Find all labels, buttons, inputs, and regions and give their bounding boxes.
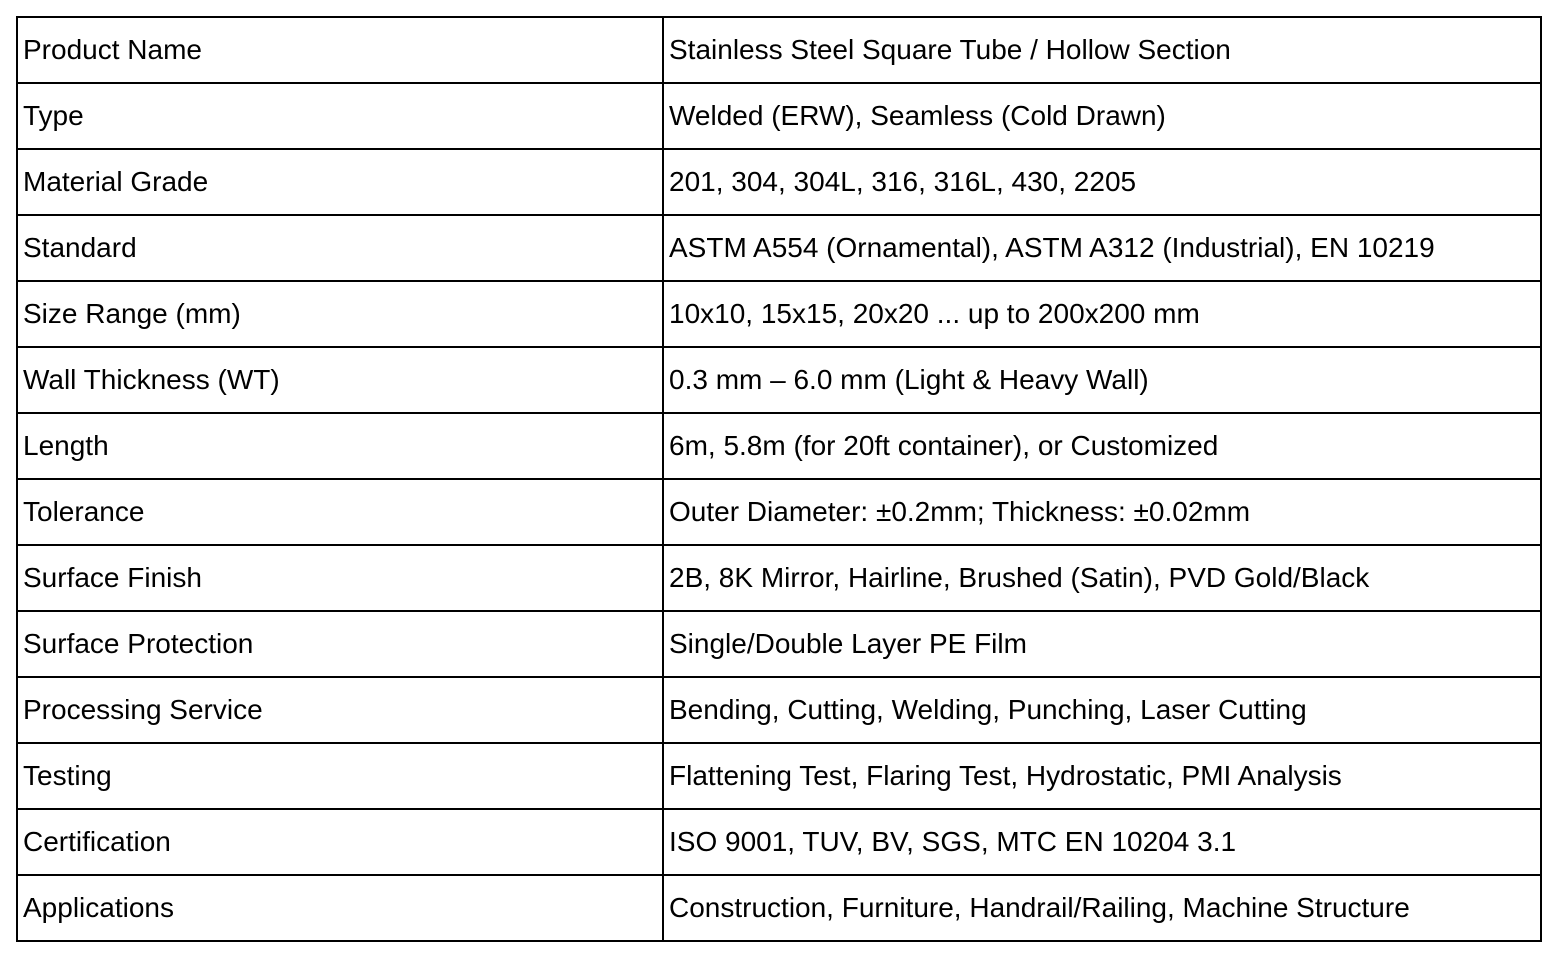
spec-row-applications xyxy=(17,875,1541,941)
spec-value: Construction, Furniture, Handrail/Railing, Machine Structure xyxy=(663,875,1541,941)
spec-row-length xyxy=(17,413,1541,479)
spec-value: ASTM A554 (Ornamental), ASTM A312 (Industrial), EN 10219 xyxy=(663,215,1541,281)
spec-value: 10x10, 15x15, 20x20 ... up to 200x200 mm xyxy=(663,281,1541,347)
spec-row-product-name xyxy=(17,17,1541,83)
spec-label: Type xyxy=(17,83,663,149)
spec-value: Stainless Steel Square Tube / Hollow Section xyxy=(663,17,1541,83)
spec-value: 2B, 8K Mirror, Hairline, Brushed (Satin), PVD Gold/Black xyxy=(663,545,1541,611)
spec-value: Flattening Test, Flaring Test, Hydrostatic, PMI Analysis xyxy=(663,743,1541,809)
spec-value: Single/Double Layer PE Film xyxy=(663,611,1541,677)
spec-label: Certification xyxy=(17,809,663,875)
spec-value: Bending, Cutting, Welding, Punching, Laser Cutting xyxy=(663,677,1541,743)
spec-label: Applications xyxy=(17,875,663,941)
spec-table xyxy=(16,16,1542,942)
spec-value: 0.3 mm – 6.0 mm (Light & Heavy Wall) xyxy=(663,347,1541,413)
spec-label: Standard xyxy=(17,215,663,281)
spec-row-surface-finish xyxy=(17,545,1541,611)
spec-value: 6m, 5.8m (for 20ft container), or Customized xyxy=(663,413,1541,479)
spec-label: Material Grade xyxy=(17,149,663,215)
spec-label: Size Range (mm) xyxy=(17,281,663,347)
spec-label: Tolerance xyxy=(17,479,663,545)
spec-label: Length xyxy=(17,413,663,479)
spec-row-certification xyxy=(17,809,1541,875)
spec-value: Outer Diameter: ±0.2mm; Thickness: ±0.02mm xyxy=(663,479,1541,545)
spec-row-tolerance xyxy=(17,479,1541,545)
spec-label: Product Name xyxy=(17,17,663,83)
spec-value: ISO 9001, TUV, BV, SGS, MTC EN 10204 3.1 xyxy=(663,809,1541,875)
spec-value: 201, 304, 304L, 316, 316L, 430, 2205 xyxy=(663,149,1541,215)
spec-row-standard xyxy=(17,215,1541,281)
spec-row-type xyxy=(17,83,1541,149)
spec-label: Surface Finish xyxy=(17,545,663,611)
spec-row-material-grade xyxy=(17,149,1541,215)
spec-row-testing xyxy=(17,743,1541,809)
spec-row-surface-protection xyxy=(17,611,1541,677)
spec-label: Wall Thickness (WT) xyxy=(17,347,663,413)
spec-value: Welded (ERW), Seamless (Cold Drawn) xyxy=(663,83,1541,149)
spec-label: Surface Protection xyxy=(17,611,663,677)
spec-label: Processing Service xyxy=(17,677,663,743)
spec-row-processing-service xyxy=(17,677,1541,743)
spec-row-wall-thickness xyxy=(17,347,1541,413)
spec-row-size-range xyxy=(17,281,1541,347)
spec-label: Testing xyxy=(17,743,663,809)
